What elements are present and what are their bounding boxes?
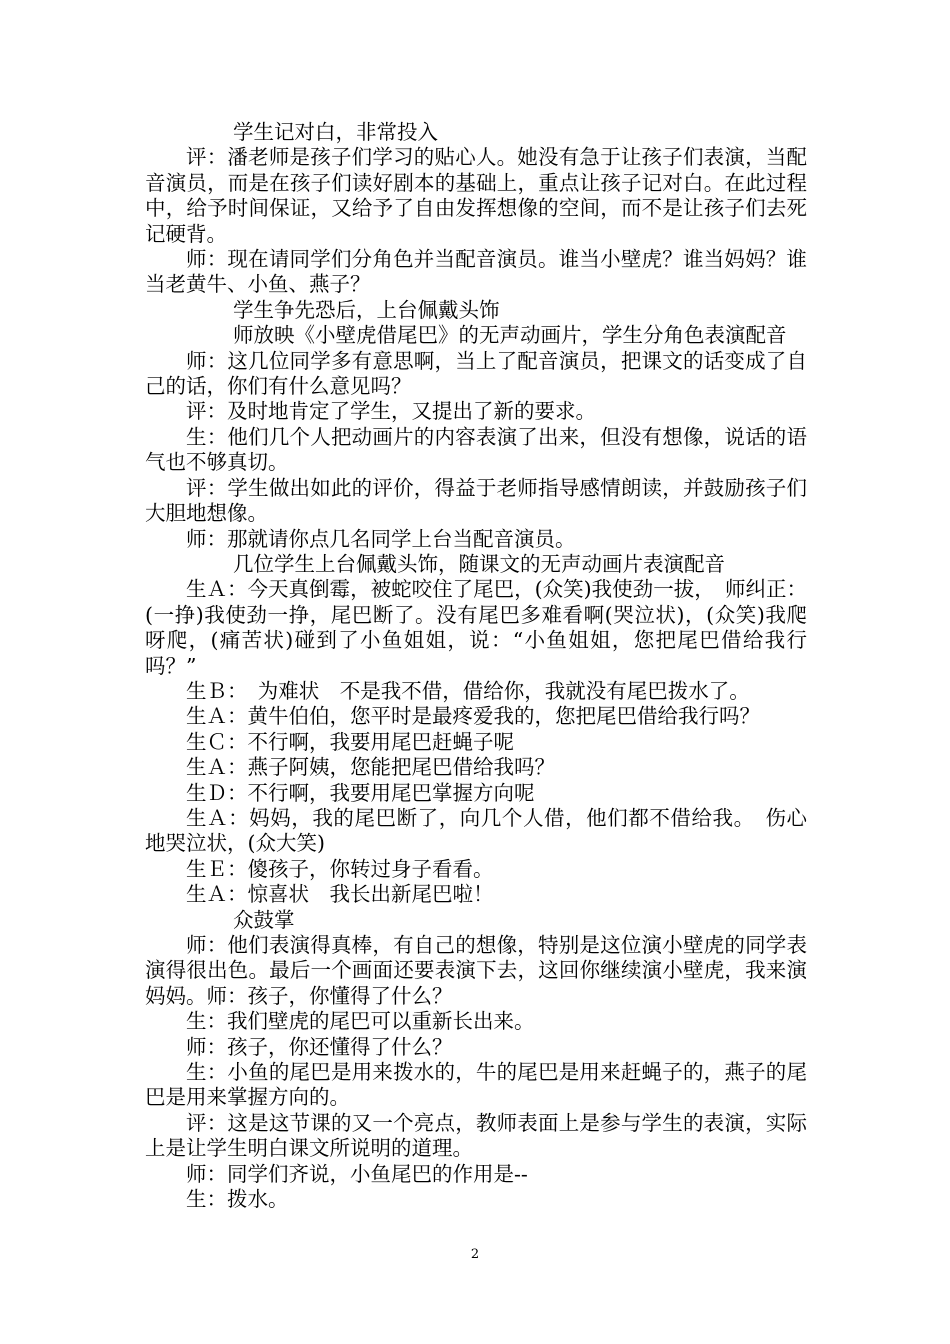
- page-number: 2: [470, 1247, 480, 1262]
- student-line: 生Ａ：妈妈，我的尾巴断了，向几个人借，他们都不借给我。 伤心地哭泣状，(众大笑): [145, 805, 807, 856]
- teacher-line: 师：孩子，你还懂得了什么？: [186, 1034, 453, 1059]
- body-text: [145, 120, 807, 1212]
- comment-paragraph: 评：及时地肯定了学生，又提出了新的要求。: [186, 399, 596, 424]
- teacher-line: 师：那就请你点几名同学上台当配音演员。: [186, 526, 576, 551]
- student-line: 生Ｅ：傻孩子，你转过身子看看。: [186, 856, 494, 881]
- student-line: 生：我们壁虎的尾巴可以重新长出来。: [186, 1009, 535, 1034]
- student-line: 生：小鱼的尾巴是用来拨水的，牛的尾巴是用来赶蝇子的，燕子的尾巴是用来掌握方向的。: [145, 1060, 807, 1110]
- student-line: 生Ｃ：不行啊，我要用尾巴赶蝇子呢: [186, 729, 514, 754]
- stage-direction: 师放映《小壁虎借尾巴》的无声动画片，学生分角色表演配音: [233, 323, 787, 348]
- teacher-line: 师：他们表演得真棒，有自己的想像，特别是这位演小壁虎的同学表演得很出色。最后一个画面还要表演下去，这回你继续演小壁虎，我来演妈妈。师：孩子，你懂得了什么？: [145, 933, 807, 1008]
- comment-paragraph: 评：学生做出如此的评价，得益于老师指导感情朗读，并鼓励孩子们大胆地想像。: [145, 475, 807, 526]
- stage-direction: 众鼓掌: [233, 907, 295, 932]
- comment-paragraph: 评：潘老师是孩子们学习的贴心人。她没有急于让孩子们表演，当配音演员，而是在孩子们读好剧本的基础上，重点让孩子记对白。在此过程中，给予时间保证，又给予了自由发挥想像的空间，而不是让孩子们去死记硬背。: [145, 145, 807, 246]
- student-line: 生Ａ：惊喜状 我长出新尾巴啦！: [186, 882, 494, 907]
- student-line: 生Ｂ： 为难状 不是我不借，借给你，我就没有尾巴拨水了。: [186, 678, 750, 703]
- teacher-line: 师：现在请同学们分角色并当配音演员。谁当小壁虎？谁当妈妈？谁当老黄牛、小鱼、燕子？: [145, 247, 807, 297]
- student-line: 生Ａ：燕子阿姨，您能把尾巴借给我吗？: [186, 755, 555, 780]
- comment-paragraph: 评：这是这节课的又一个亮点，教师表面上是参与学生的表演，实际上是让学生明白课文所说明的道理。: [145, 1110, 807, 1161]
- stage-direction: 几位学生上台佩戴头饰，随课文的无声动画片表演配音: [233, 551, 725, 576]
- student-line: 生：他们几个人把动画片的内容表演了出来，但没有想像，说话的语气也不够真切。: [145, 424, 807, 475]
- student-line: 生Ａ：黄牛伯伯，您平时是最疼爱我的，您把尾巴借给我行吗？: [186, 704, 760, 729]
- stage-direction: 学生记对白，非常投入: [233, 120, 438, 144]
- stage-direction: 学生争先恐后，上台佩戴头饰: [233, 297, 500, 322]
- teacher-line: 师：这几位同学多有意思啊，当上了配音演员，把课文的话变成了自己的话，你们有什么意见吗？: [145, 348, 807, 399]
- student-line: 生Ｄ：不行啊，我要用尾巴掌握方向呢: [186, 780, 535, 805]
- student-line: 生：拨水。: [186, 1187, 289, 1212]
- teacher-line: 师：同学们齐说，小鱼尾巴的作用是--: [186, 1161, 528, 1186]
- student-line: 生Ａ：今天真倒霉，被蛇咬住了尾巴，(众笑)我使劲一拔， 师纠正：(一挣)我使劲一挣，尾巴断了。没有尾巴多难看啊(哭泣状)，(众笑)我爬呀爬，(痛苦状)碰到了小鱼姐姐，说：“小鱼姐姐，您把尾巴借给我行吗？”: [145, 577, 807, 678]
